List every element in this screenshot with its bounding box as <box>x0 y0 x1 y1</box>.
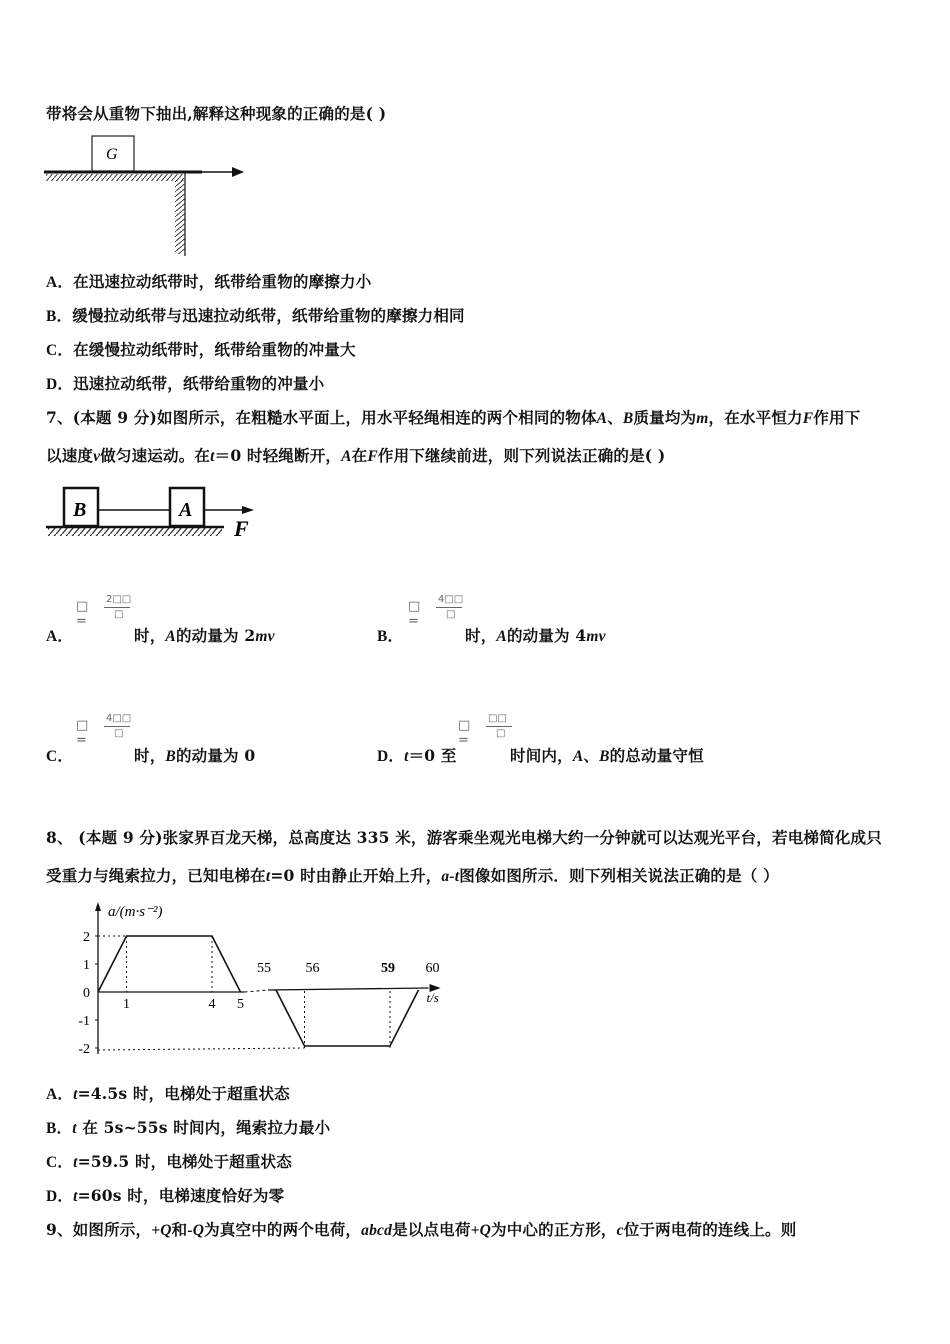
guide-y-neg2 <box>98 1048 305 1050</box>
block-b-label: B <box>73 499 87 521</box>
q7-option-b-text: 时，A的动量为 4mv <box>465 626 606 645</box>
weight-label: G <box>106 146 118 163</box>
y-tick-label: 2 <box>83 930 90 945</box>
x-tick-label: 5 <box>237 997 244 1012</box>
q8-option-b: B．t 在 5s~55s 时间内，绳索拉力最小 <box>46 1118 331 1137</box>
at-chart <box>44 898 440 1060</box>
block-a-label: A <box>179 499 193 521</box>
q6-stem-end: 带将会从重物下抽出,解释这种现象的正确的是( ) <box>46 104 387 123</box>
x-axis-label: t/s <box>426 990 439 1005</box>
y-axis-arrow <box>95 902 101 911</box>
q8-line1: 8、 (本题 9 分)张家界百龙天梯，总高度达 335 米，游客乘坐观光电梯大约一分钟就可以达观光平台，若电梯简化成只 <box>46 828 882 847</box>
x-axis-right <box>268 988 429 990</box>
q6-option-d: D．迅速拉动纸带，纸带给重物的冲量小 <box>46 374 325 393</box>
q8-option-c: C．t=59.5 时，电梯处于超重状态 <box>46 1152 292 1171</box>
x-tick-label-upper: 56 <box>305 961 320 976</box>
q6-option-c: C．在缓慢拉动纸带时，纸带给重物的冲量大 <box>46 340 356 359</box>
q7-option-c-letter: C． <box>46 748 74 765</box>
q8-option-d: D．t=60s 时，电梯速度恰好为零 <box>46 1186 285 1205</box>
q7-line2: 以速度v做匀速运动。在t＝0 时轻绳断开，A在F作用下继续前进，则下列说法正确的是( ) <box>46 446 666 465</box>
q7-option-d-letter: D．t＝0 至 <box>377 746 457 765</box>
series-line-late <box>276 990 419 1046</box>
y-tick-label: 1 <box>83 958 90 973</box>
q9-line1: 9、如图所示，+Q和-Q为真空中的两个电荷，abcd是以点电荷+Q为中心的正方形，c位于两电荷的连线上。则 <box>46 1220 797 1239</box>
q7-option-d-text: 时间内，A、B的总动量守恒 <box>510 746 704 765</box>
x-tick-label-upper: 59 <box>381 961 395 976</box>
table-hatch <box>46 174 184 181</box>
y-axis-label: a/(m·s⁻²) <box>108 904 163 920</box>
y-tick-label: 0 <box>83 986 90 1001</box>
q7-option-a-text: 时，A的动量为 2mv <box>134 626 275 645</box>
q7-option-c-text: 时，B的动量为 0 <box>134 746 256 765</box>
y-tick-label: -1 <box>78 1014 90 1029</box>
q7-option-b-letter: B． <box>377 628 404 645</box>
q7-line1: 7、(本题 9 分)如图所示，在粗糙水平面上，用水平轻绳相连的两个相同的物体A、B质量均为m，在水平恒力F作用下 <box>46 408 861 427</box>
q8-option-a: A．t=4.5s 时，电梯处于超重状态 <box>46 1084 290 1103</box>
q6-figure <box>44 136 254 256</box>
x-tick-label-upper: 55 <box>257 961 271 976</box>
y-tick-label: -2 <box>78 1042 90 1057</box>
q6-option-a: A．在迅速拉动纸带时，纸带给重物的摩擦力小 <box>46 272 372 291</box>
x-tick-label-upper: 60 <box>425 961 440 976</box>
force-label: F <box>234 516 249 541</box>
q6-option-b: B．缓慢拉动纸带与迅速拉动纸带，纸带给重物的摩擦力相同 <box>46 306 465 325</box>
x-tick-label: 1 <box>123 997 130 1012</box>
x-tick-label: 4 <box>208 997 216 1012</box>
q7-figure <box>44 478 264 548</box>
q7-option-a-letter: A． <box>46 628 74 645</box>
x-axis-gap <box>245 990 269 992</box>
q8-line2: 受重力与绳索拉力，已知电梯在t=0 时由静止开始上升，a-t图像如图所示．则下列相关说法正确的是（ ） <box>46 866 779 885</box>
series-line-early <box>98 936 241 992</box>
